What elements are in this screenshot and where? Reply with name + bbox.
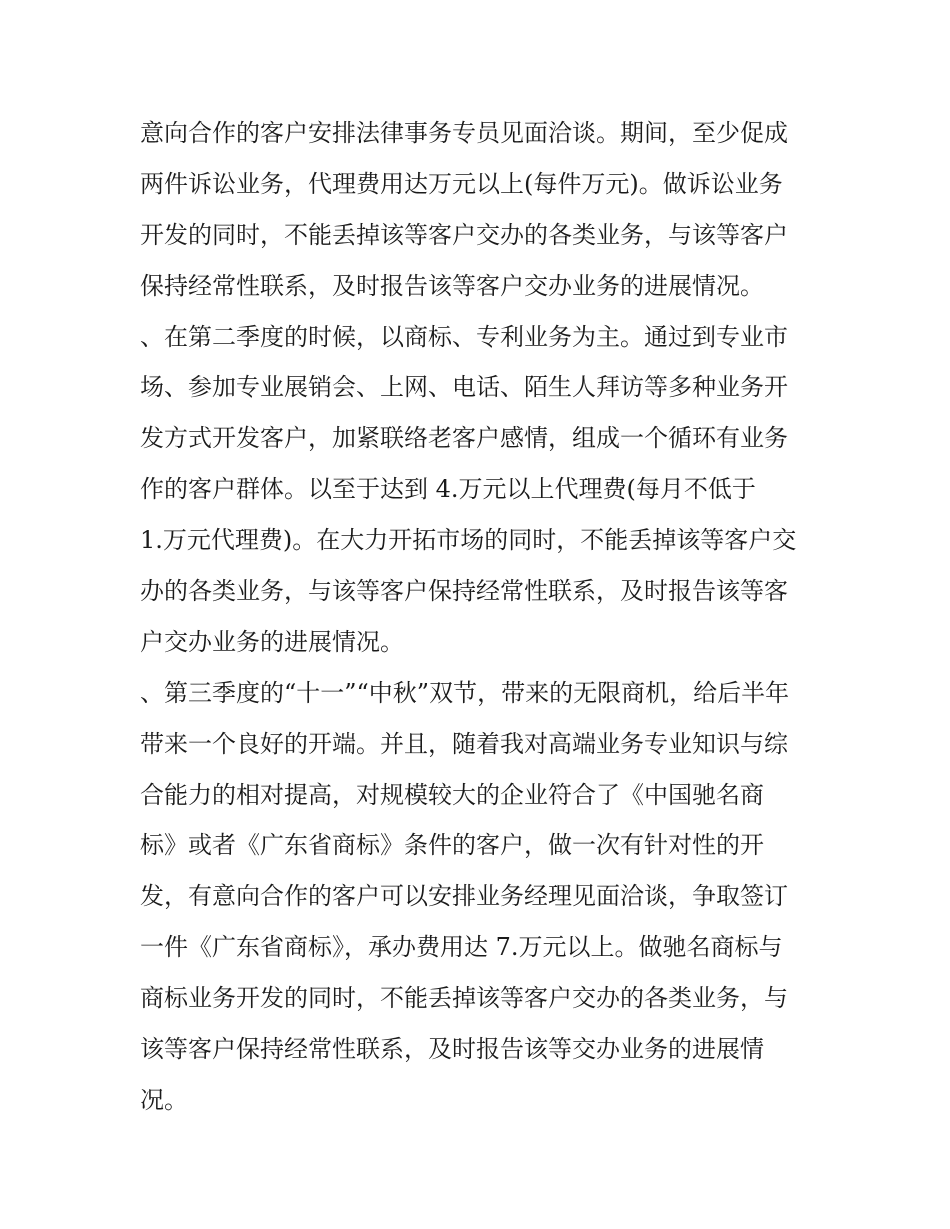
text-line: 况。	[140, 1085, 188, 1114]
text-line: 、第三季度的“十一”“中秋”双节，带来的无限商机，给后半年	[140, 678, 790, 707]
text-line: 保持经常性联系，及时报告该等客户交办业务的进展情况。	[140, 271, 764, 300]
text-line: 一件《广东省商标》，承办费用达 7.万元以上。做驰名商标与	[140, 933, 783, 962]
text-line: 户交办业务的进展情况。	[140, 627, 404, 656]
text-line: 发方式开发客户，加紧联络老客户感情，组成一个循环有业务	[140, 424, 788, 453]
text-line: 该等客户保持经常性联系，及时报告该等交办业务的进展情	[140, 1035, 764, 1064]
text-line: 意向合作的客户安排法律事务专员见面洽谈。期间，至少促成	[140, 119, 788, 147]
text-line: 带来一个良好的开端。并且，随着我对高端业务专业知识与综	[140, 729, 788, 758]
text-line: 作的客户群体。以至于达到 4.万元以上代理费(每月不低于	[140, 475, 756, 504]
text-line: 两件诉讼业务，代理费用达万元以上(每件万元)。做诉讼业务	[140, 169, 783, 198]
text-line: 场、参加专业展销会、上网、电话、陌生人拜访等多种业务开	[140, 373, 788, 402]
text-line: 商标业务开发的同时，不能丢掉该等客户交办的各类业务，与	[140, 984, 788, 1013]
text-line: 1.万元代理费)。在大力开拓市场的同时，不能丢掉该等客户交	[140, 526, 797, 555]
text-line: 标》或者《广东省商标》条件的客户，做一次有针对性的开	[140, 831, 764, 860]
text-line: 合能力的相对提高，对规模较大的企业符合了《中国驰名商	[140, 780, 764, 809]
text-line: 开发的同时，不能丢掉该等客户交办的各类业务，与该等客户	[140, 220, 788, 249]
text-line: 办的各类业务，与该等客户保持经常性联系，及时报告该等客	[140, 577, 788, 606]
body-text	[140, 108, 820, 1126]
text-line: 发，有意向合作的客户可以安排业务经理见面洽谈，争取签订	[140, 882, 788, 911]
text-line: 、在第二季度的时候，以商标、专利业务为主。通过到专业市	[140, 322, 788, 351]
